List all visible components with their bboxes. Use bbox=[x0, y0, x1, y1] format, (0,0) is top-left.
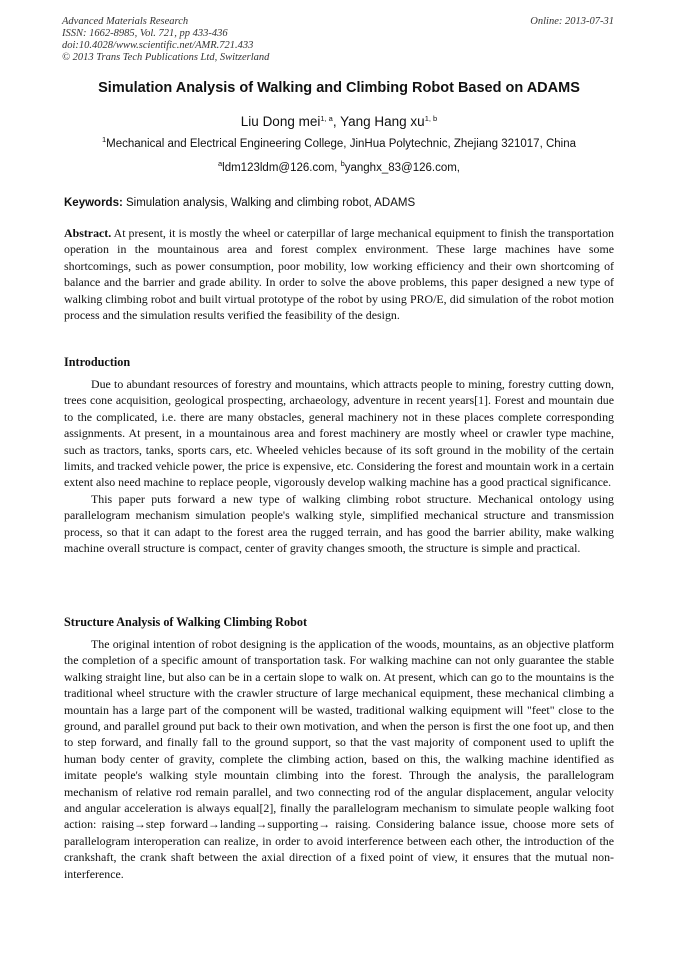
section-heading-structure: Structure Analysis of Walking Climbing Robot bbox=[64, 615, 308, 629]
author-line bbox=[40, 113, 638, 131]
structure-paragraph-1: The original intention of robot designing is the application of the woods, mountains, as an objective platform the completion of a specific amount of transportation task. For walking machine can not only guarantee the stable walking straight line, but also can be in a certain slope to walk on. At present, which can go to the mountains is the traditional wheel structure with the crawler structure of large mechanical equipment, these mechanical climbing a mountain has a large part of the component will be wasted, traditional walking equipment will "feet" close to the ground, and parallel ground put back to their own motivation, and when the person is first the one foot up, and then to step forward, and finally fall to the ground support, so that the vast majority of component used to uplift the human body center of gravity, complete the climbing action, based on this, the walking machine identified as imitate people's walking style mountain climbing into the forest. Through the analysis, the parallelogram mechanism of relative rod remain parallel, and two connecting rod of the angular displacement, angular velocity and angular acceleration is always equal[2], finally the parallelogram mechanism to simulate people walking foot action: raising→step forward→landing→supporting→ raising. Considering balance issue, choose more sets of parallelogram interoperation can realize, in order to avoid interference between each other, the introduction of the crankshaft, the crank shaft between the axial direction of a fixed point of view, it ensures that the mutual non-interference. bbox=[64, 637, 614, 881]
email-a-marker: a bbox=[217, 159, 223, 168]
doi-line[interactable]: doi:10.4028/www.scientific.net/AMR.721.433 bbox=[62, 40, 254, 51]
email-a[interactable]: ldm123ldm@126.com, bbox=[222, 162, 341, 174]
journal-name: Advanced Materials Research bbox=[62, 16, 189, 27]
abstract-label: Abstract. bbox=[64, 226, 112, 240]
author-1-affil: 1, a bbox=[320, 114, 333, 123]
author-1: Liu Dong mei bbox=[240, 114, 321, 129]
issn-line: ISSN: 1662-8985, Vol. 721, pp 433-436 bbox=[62, 28, 228, 39]
keywords-label: Keywords: bbox=[64, 197, 123, 209]
introduction-paragraph-1: Due to abundant resources of forestry and mountains, which attracts people to mining, forestry cutting down, trees cone acquisition, geological prospecting, archaeology, adventure in recent years[1]. Forest and mountain due to the complicated, i.e. there are many obstacles, general machinery not in these places complete corresponding assignments. At present, in a mountainous area and forest machinery are mostly wheel or crawler type machine, such as tractors, tanks, sports cars, etc. Wheeled vehicles because of its soft ground in the mobility of the certain limits, and tracked vehicle power, the price is expensive, etc. Considering the forest and mountain work in a certain extent also need machine to replace people, vigorously develop walking machine has a good practical significance. bbox=[64, 377, 614, 490]
journal-header bbox=[62, 16, 269, 64]
introduction-body bbox=[64, 376, 614, 556]
author-separator: , bbox=[332, 114, 341, 129]
structure-body bbox=[64, 636, 614, 882]
keywords bbox=[64, 195, 616, 211]
email-b[interactable]: yanghx_83@126.com, bbox=[344, 162, 460, 174]
affiliation-text: Mechanical and Electrical Engineering College, JinHua Polytechnic, Zhejiang 321017, China bbox=[106, 138, 577, 150]
paper-title: Simulation Analysis of Walking and Climbing Robot Based on ADAMS bbox=[98, 80, 580, 96]
copyright-line: © 2013 Trans Tech Publications Ltd, Switzerland bbox=[62, 52, 270, 63]
keywords-text: Simulation analysis, Walking and climbing robot, ADAMS bbox=[122, 197, 416, 209]
author-2-affil: 1, b bbox=[424, 114, 438, 123]
email-line bbox=[40, 160, 638, 176]
abstract bbox=[64, 225, 614, 323]
email-b-marker: b bbox=[340, 159, 345, 168]
section-heading-introduction: Introduction bbox=[64, 355, 131, 369]
affiliation bbox=[40, 136, 638, 152]
online-date: Online: 2013-07-31 bbox=[530, 16, 614, 27]
abstract-text: At present, it is mostly the wheel or caterpillar of large mechanical equipment to finish the transportation operation in the mountainous area and forest complex environment. These large machines have some shortcomings, such as power consumption, poor mobility, low working efficiency and their own shortcoming of balance and the barrier and grade ability. In order to solve the above problems, this paper designed a new type of walking climbing robot and built virtual prototype of the robot by using PRO/E, did simulation of the robot motion process and the simulation results verified the feasibility of the design. bbox=[64, 226, 614, 323]
author-2: Yang Hang xu bbox=[340, 114, 425, 129]
introduction-paragraph-2: This paper puts forward a new type of walking climbing robot structure. Mechanical ontology using parallelogram mechanism simulation people's walking style, simplified mechanical structure and transmission process, so that it can adapt to the forest area the rugged terrain, and has good the barrier ability, make walking machine overall structure is compact, center of gravity changes smooth, the structure is simple and practical. bbox=[64, 491, 614, 556]
affiliation-marker: 1 bbox=[101, 135, 107, 144]
